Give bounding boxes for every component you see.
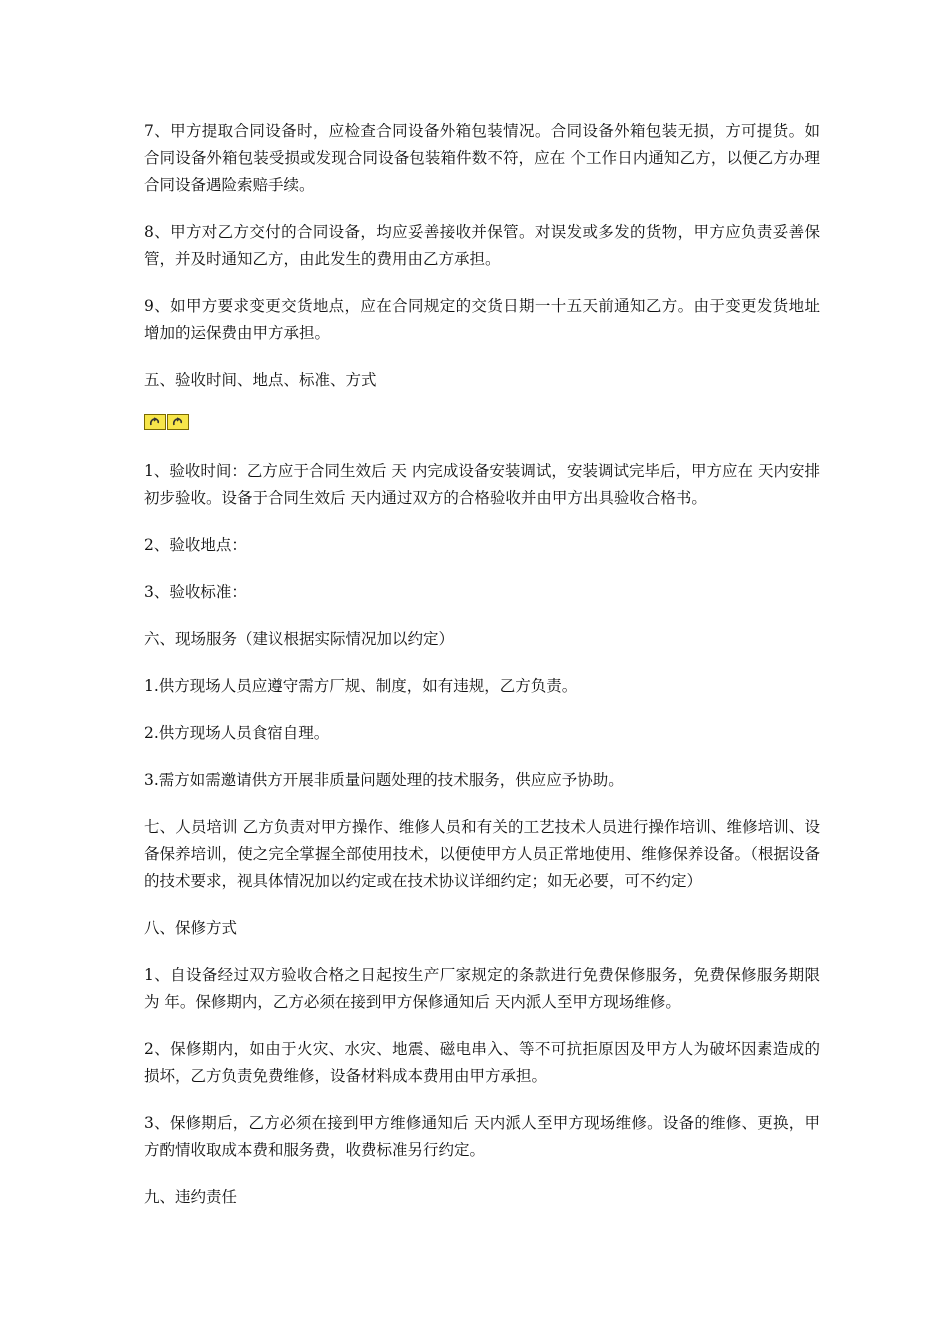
section-heading-5: 五、验收时间、地点、标准、方式	[144, 371, 377, 389]
section-7-training: 七、人员培训 乙方负责对甲方操作、维修人员和有关的工艺技术人员进行操作培训、维修培训、设备保养培训，使之完全掌握全部使用技术，以便使甲方人员正常地使用、维修保养设备。（根据设备的技术要求，视具体情况加以约定或在技术协议详细约定；如无必要，可不约定）	[144, 818, 820, 890]
embedded-object-icon[interactable]	[167, 414, 189, 430]
embedded-object-icon[interactable]	[144, 414, 166, 430]
paragraph-9: 9、如甲方要求变更交货地点，应在合同规定的交货日期一十五天前通知乙方。由于变更发货地址增加的运保费由甲方承担。	[144, 297, 820, 342]
acceptance-standard: 3、验收标准：	[144, 583, 247, 601]
document-page	[144, 118, 820, 1231]
section-heading-8: 八、保修方式	[144, 919, 238, 937]
embedded-objects	[144, 414, 820, 432]
onsite-service-1: 1.供方现场人员应遵守需方厂规、制度，如有违规，乙方负责。	[144, 677, 578, 695]
acceptance-time: 1、验收时间：乙方应于合同生效后 天 内完成设备安装调试，安装调试完毕后，甲方应在 天内安排初步验收。设备于合同生效后 天内通过双方的合格验收并由甲方出具验收合格书。	[144, 462, 820, 507]
section-heading-6: 六、现场服务（建议根据实际情况加以约定）	[144, 630, 455, 648]
section-heading-9: 九、违约责任	[144, 1188, 238, 1206]
warranty-1: 1、自设备经过双方验收合格之日起按生产厂家规定的条款进行免费保修服务，免费保修服务期限为 年。保修期内，乙方必须在接到甲方保修通知后 天内派人至甲方现场维修。	[144, 966, 820, 1011]
paragraph-7: 7、甲方提取合同设备时，应检查合同设备外箱包装情况。合同设备外箱包装无损，方可提货。如合同设备外箱包装受损或发现合同设备包装箱件数不符，应在 个工作日内通知乙方，以便乙方办理合同设备遇险索赔手续。	[144, 122, 820, 194]
onsite-service-2: 2.供方现场人员食宿自理。	[144, 724, 330, 742]
onsite-service-3: 3.需方如需邀请供方开展非质量问题处理的技术服务，供应应予协助。	[144, 771, 624, 789]
warranty-2: 2、保修期内，如由于火灾、水灾、地震、磁电串入、等不可抗拒原因及甲方人为破坏因素造成的损坏，乙方负责免费维修，设备材料成本费用由甲方承担。	[144, 1040, 820, 1085]
warranty-3: 3、保修期后，乙方必须在接到甲方维修通知后 天内派人至甲方现场维修。设备的维修、更换，甲方酌情收取成本费和服务费，收费标准另行约定。	[144, 1114, 820, 1159]
acceptance-location: 2、验收地点：	[144, 536, 247, 554]
paragraph-8: 8、甲方对乙方交付的合同设备，均应妥善接收并保管。对误发或多发的货物，甲方应负责妥善保管，并及时通知乙方，由此发生的费用由乙方承担。	[144, 223, 820, 268]
